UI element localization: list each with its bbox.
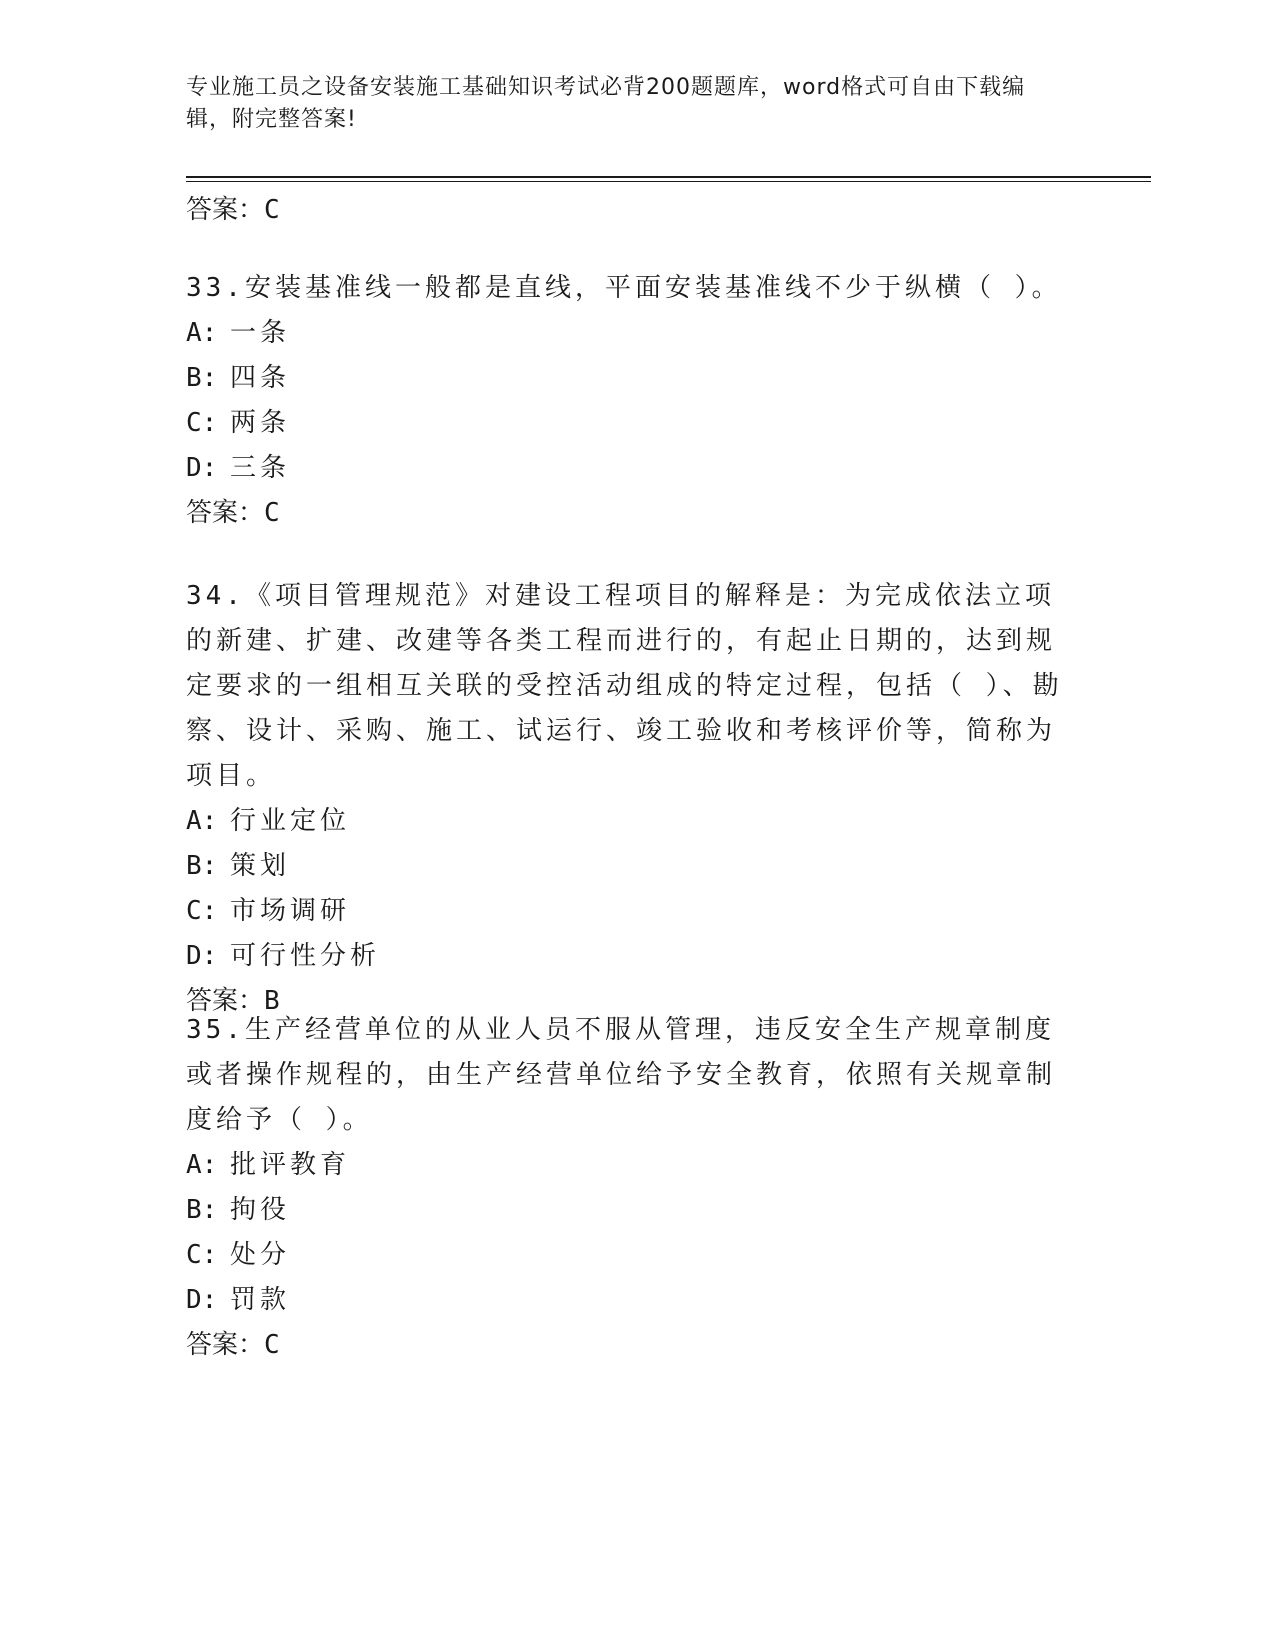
option-key: C: xyxy=(186,1240,218,1270)
header-divider-thick xyxy=(186,176,1151,178)
option-d xyxy=(186,1278,1066,1323)
answer-label: 答案： xyxy=(186,1330,265,1360)
answer-line xyxy=(186,1323,1066,1367)
option-text: 可行性分析 xyxy=(230,941,381,971)
question-34 xyxy=(186,574,1066,1023)
option-b xyxy=(186,844,1066,889)
header-divider-thin xyxy=(186,181,1151,182)
option-text: 三条 xyxy=(230,453,291,483)
option-text: 一条 xyxy=(230,318,291,348)
option-key: B: xyxy=(186,1195,218,1225)
option-a xyxy=(186,799,1066,844)
question-35 xyxy=(186,1008,1066,1367)
option-text: 四条 xyxy=(230,363,291,393)
option-text: 罚款 xyxy=(230,1285,291,1315)
answer-line xyxy=(186,188,280,232)
option-key: A: xyxy=(186,806,218,836)
option-text: 拘役 xyxy=(230,1195,291,1225)
option-a xyxy=(186,1143,1066,1188)
option-key: A: xyxy=(186,1150,218,1180)
question-stem: 生产经营单位的从业人员不服从管理，违反安全生产规章制度或者操作规程的，由生产经营单位给予安全教育，依照有关规章制度给予（ ）。 xyxy=(186,1015,1057,1135)
option-a xyxy=(186,311,1066,356)
option-key: D: xyxy=(186,1285,218,1315)
answer-label: 答案： xyxy=(186,195,265,225)
option-text: 行业定位 xyxy=(230,806,351,836)
question-number: 35. xyxy=(186,1015,245,1045)
option-b xyxy=(186,356,1066,401)
option-key: D: xyxy=(186,453,218,483)
question-33 xyxy=(186,266,1066,535)
option-key: B: xyxy=(186,363,218,393)
option-b xyxy=(186,1188,1066,1233)
option-c xyxy=(186,1233,1066,1278)
option-c xyxy=(186,889,1066,934)
document-header xyxy=(186,72,1066,136)
option-c xyxy=(186,401,1066,446)
question-stem: 《项目管理规范》对建设工程项目的解释是：为完成依法立项的新建、扩建、改建等各类工程而进行的，有起止日期的，达到规定要求的一组相互关联的受控活动组成的特定过程，包括（ ）、勘察、设计、采购、施工、试运行、竣工验收和考核评价等，简称为项目。 xyxy=(186,581,1063,791)
option-text: 批评教育 xyxy=(230,1150,351,1180)
question-text xyxy=(186,1008,1066,1143)
question-number: 34. xyxy=(186,581,245,611)
answer-line xyxy=(186,491,1066,535)
option-d xyxy=(186,446,1066,491)
answer-value: C xyxy=(264,1330,280,1360)
option-text: 两条 xyxy=(230,408,291,438)
answer-value: C xyxy=(264,498,280,528)
option-text: 策划 xyxy=(230,851,291,881)
option-key: C: xyxy=(186,896,218,926)
question-stem: 安装基准线一般都是直线，平面安装基准线不少于纵横（ ）。 xyxy=(244,273,1062,303)
option-d xyxy=(186,934,1066,979)
question-text xyxy=(186,574,1066,799)
header-text: 专业施工员之设备安装施工基础知识考试必背200题题库，word格式可自由下载编辑，附完整答案! xyxy=(186,75,1026,132)
option-text: 处分 xyxy=(230,1240,291,1270)
answer-label: 答案： xyxy=(186,498,265,528)
option-key: B: xyxy=(186,851,218,881)
option-key: D: xyxy=(186,941,218,971)
option-key: C: xyxy=(186,408,218,438)
question-number: 33. xyxy=(186,273,245,303)
answer-value: B xyxy=(264,986,280,1016)
question-text xyxy=(186,266,1066,311)
answer-label: 答案： xyxy=(186,986,265,1016)
answer-value: C xyxy=(264,195,280,225)
option-key: A: xyxy=(186,318,218,348)
option-text: 市场调研 xyxy=(230,896,351,926)
